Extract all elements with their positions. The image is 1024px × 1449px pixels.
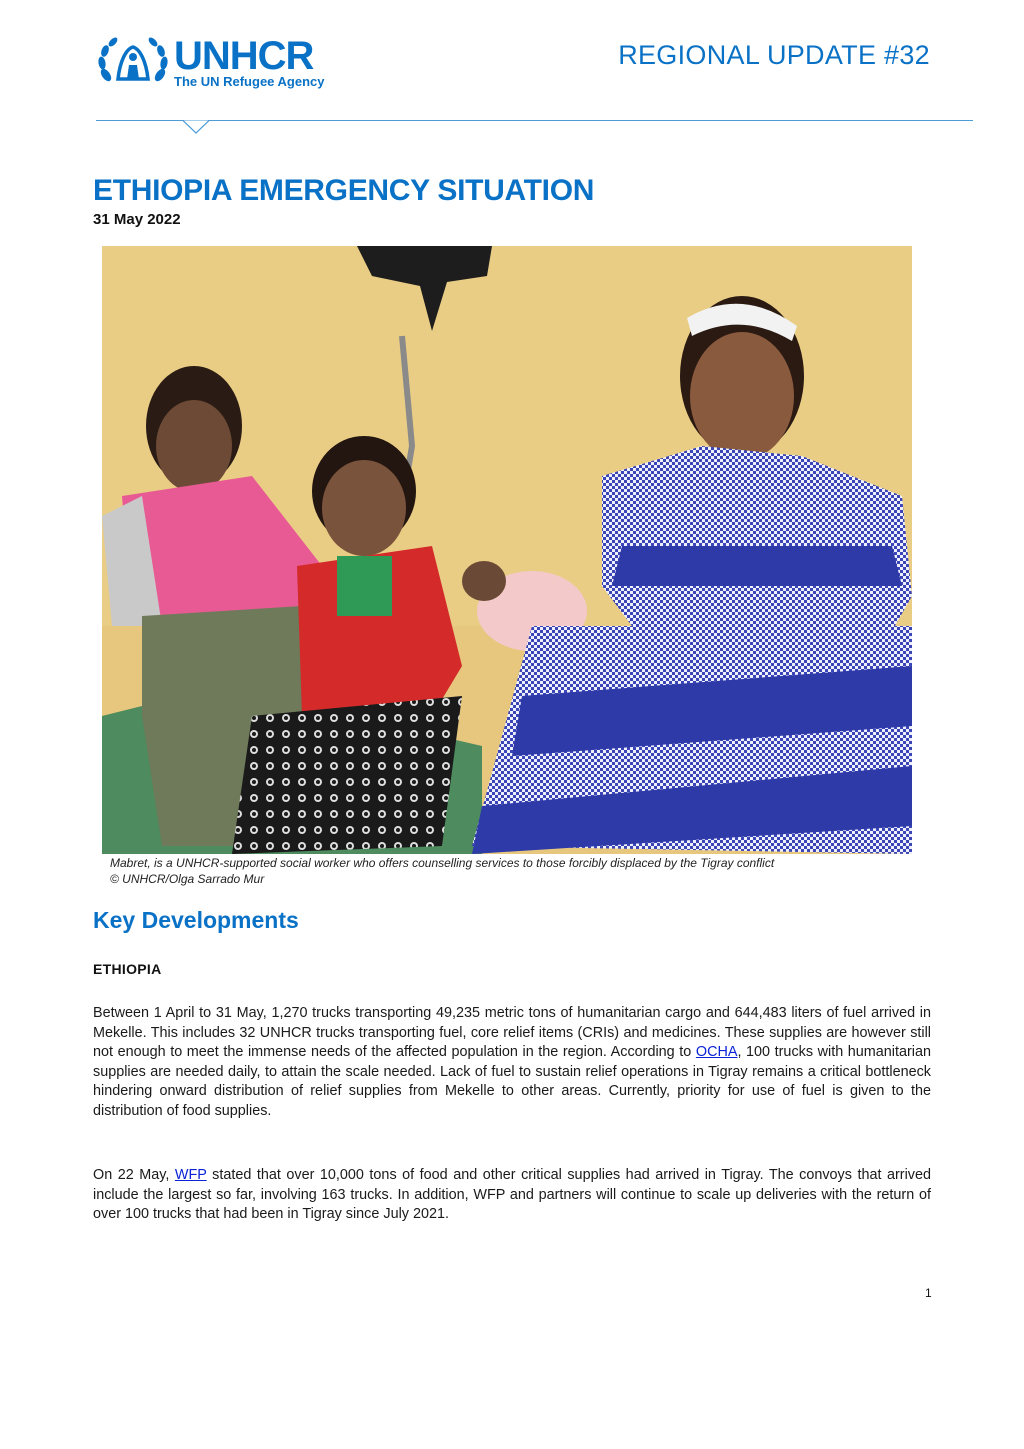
unhcr-logo: [96, 34, 325, 92]
p2-text-start: On 22 May,: [93, 1167, 175, 1183]
p2-text-end: stated that over 10,000 tons of food and other critical supplies had arrived in Tigray. The convoys that arrived include the largest so far, involving 163 trucks. In addition, WFP and partners will continue to scale up deliveries with the return of over 100 trucks that had been in Tigray since July 2021.: [93, 1167, 931, 1223]
logo-name: UNHCR: [174, 34, 314, 78]
p1-text-start: Between 1 April to 31 May, 1,270 trucks transporting 49,235 metric tons of humanitarian cargo and 644,483 liters of fuel arrived in Mekelle. This includes 32 UNHCR trucks transporting fuel, core relief items (CRIs) and medicines. These supplies are however still not enough to meet the immense needs of the affected population in the region. According to: [93, 1005, 931, 1061]
page-number: 1: [925, 1286, 932, 1300]
wfp-link[interactable]: WFP: [174, 1167, 207, 1183]
paragraph-trucks: [93, 1004, 931, 1122]
photo-credit: © UNHCR/Olga Sarrado Mur: [110, 872, 265, 886]
p1-text-end: , 100 trucks with humanitarian supplies are needed daily, to attain the scale needed. Lack of fuel to sustain relief operations in Tigray remains a critical bottleneck hindering onward distribution of relief supplies from Mekelle to other areas. Currently, priority for use of fuel is given to the distribution of food supplies.: [93, 1044, 931, 1119]
report-date: 31 May 2022: [93, 211, 181, 228]
logo-tagline: The UN Refugee Agency: [174, 74, 325, 89]
header-divider: [96, 120, 973, 121]
ocha-link[interactable]: OCHA: [695, 1044, 738, 1061]
unhcr-emblem-icon: [96, 35, 170, 91]
paragraph-wfp: [93, 1166, 931, 1225]
cover-photo: [102, 246, 912, 854]
caption-text: Mabret, is a UNHCR-supported social worker who offers counselling services to those forcibly displaced by the Tigray conflict: [110, 856, 775, 870]
divider-notch-icon: [183, 120, 209, 135]
update-title: REGIONAL UPDATE #32: [618, 40, 930, 70]
country-heading: ETHIOPIA: [93, 961, 162, 977]
page-title: ETHIOPIA EMERGENCY SITUATION: [93, 174, 595, 207]
photo-caption: [110, 855, 774, 887]
section-heading: Key Developments: [93, 907, 299, 933]
